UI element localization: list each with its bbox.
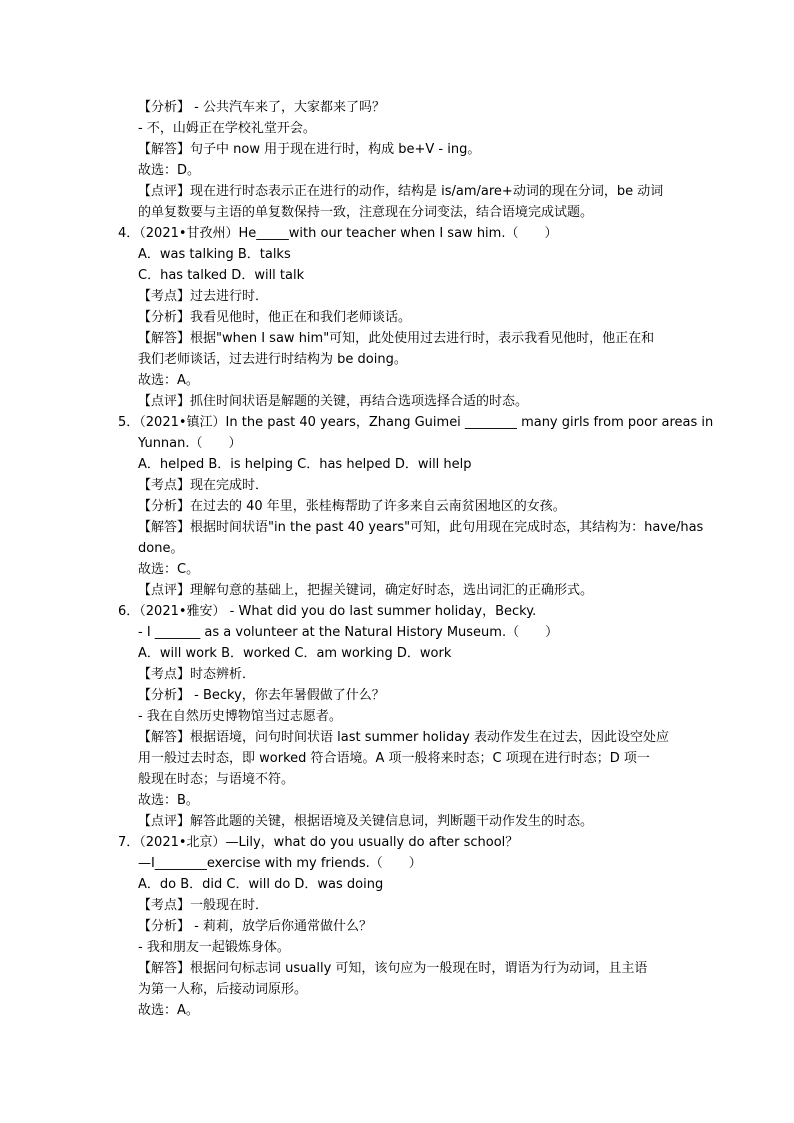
- text-line: 【解答】根据问句标志词 usually 可知，该句应为一般现在时，谓语为行为动词，且主语: [138, 961, 648, 976]
- question-line: 7．（2021•北京）—Lily，what do you usually do after school？: [118, 835, 519, 850]
- text-line: 的单复数要与主语的单复数保持一致，注意现在分词变法，结合语境完成试题。: [138, 205, 594, 220]
- question-line: 4．（2021•甘孜州）He_____with our teacher when I saw him.（ ）: [118, 226, 558, 241]
- question-line: 6．（2021•雅安） - What did you do last summer holiday，Becky.: [118, 604, 537, 619]
- text-line: done。: [138, 541, 184, 556]
- text-line: 【解答】句子中 now 用于现在进行时，构成 be+V - ing。: [138, 142, 481, 157]
- text-line: 用一般过去时态，即 worked 符合语境。A 项一般将来时态；C 项现在进行时态；D 项一: [138, 751, 650, 766]
- text-line: 【考点】一般现在时．: [138, 898, 269, 913]
- text-line: 故选：A。: [138, 1003, 199, 1018]
- text-line: 【分析】我看见他时，他正在和我们老师谈话。: [138, 310, 412, 325]
- text-line: 【点评】抓住时间状语是解题的关键，再结合选项选择合适的时态。: [138, 394, 529, 409]
- text-line: A．helped B．is helping C．has helped D．will help: [138, 457, 472, 472]
- text-line: 【考点】现在完成时．: [138, 478, 269, 493]
- text-line: 【分析】 - 公共汽车来了，大家都来了吗？: [138, 100, 385, 115]
- text-line: - 我和朋友一起锻炼身体。: [138, 940, 290, 955]
- text-line: 【解答】根据语境，问句时间状语 last summer holiday 表动作发生在过去，因此设空处应: [138, 730, 669, 745]
- text-line: 故选：D。: [138, 163, 201, 178]
- text-line: 【解答】根据"when I saw him"可知，此处使用过去进行时，表示我看见他时，他正在和: [138, 331, 655, 346]
- text-line: —I________exercise with my friends.（ ）: [138, 856, 422, 871]
- text-line: 【点评】现在进行时态表示正在进行的动作，结构是 is/am/are+动词的现在分词，be 动词: [138, 184, 664, 199]
- text-line: 故选：A。: [138, 373, 199, 388]
- text-line: 【考点】过去进行时．: [138, 289, 269, 304]
- text-line: 我们老师谈话，过去进行时结构为 be doing。: [138, 352, 407, 367]
- text-line: 故选：C。: [138, 562, 200, 577]
- text-line: - 我在自然历史博物馆当过志愿者。: [138, 709, 342, 724]
- text-line: 为第一人称，后接动词原形。: [138, 982, 308, 997]
- text-line: 【分析】 - Becky，你去年暑假做了什么？: [138, 688, 385, 703]
- text-line: Yunnan.（ ）: [138, 436, 242, 451]
- text-line: 【解答】根据时间状语"in the past 40 years"可知，此句用现在完成时态，其结构为：have/has: [138, 520, 704, 535]
- text-line: - 不，山姆正在学校礼堂开会。: [138, 121, 316, 136]
- text-line: 【点评】解答此题的关键，根据语境及关键信息词，判断题干动作发生的时态。: [138, 814, 594, 829]
- text-line: A．do B．did C．will do D．was doing: [138, 877, 384, 892]
- text-line: A．was talking B．talks: [138, 247, 291, 262]
- text-line: C．has talked D．will talk: [138, 268, 305, 283]
- text-line: 故选：B。: [138, 793, 199, 808]
- text-line: A．will work B．worked C．am working D．work: [138, 646, 452, 661]
- text-line: 般现在时态；与语境不符。: [138, 772, 295, 787]
- text-line: 【分析】在过去的 40 年里，张桂梅帮助了许多来自云南贫困地区的女孩。: [138, 499, 566, 514]
- text-line: 【分析】 - 莉莉，放学后你通常做什么？: [138, 919, 372, 934]
- question-line: 5．（2021•镇江）In the past 40 years，Zhang Guimei ________ many girls from poor areas in: [118, 415, 714, 430]
- text-line: 【点评】理解句意的基础上，把握关键词，确定好时态，选出词汇的正确形式。: [138, 583, 594, 598]
- text-line: - I _______ as a volunteer at the Natural History Museum.（ ）: [138, 625, 559, 640]
- text-line: 【考点】时态辨析．: [138, 667, 256, 682]
